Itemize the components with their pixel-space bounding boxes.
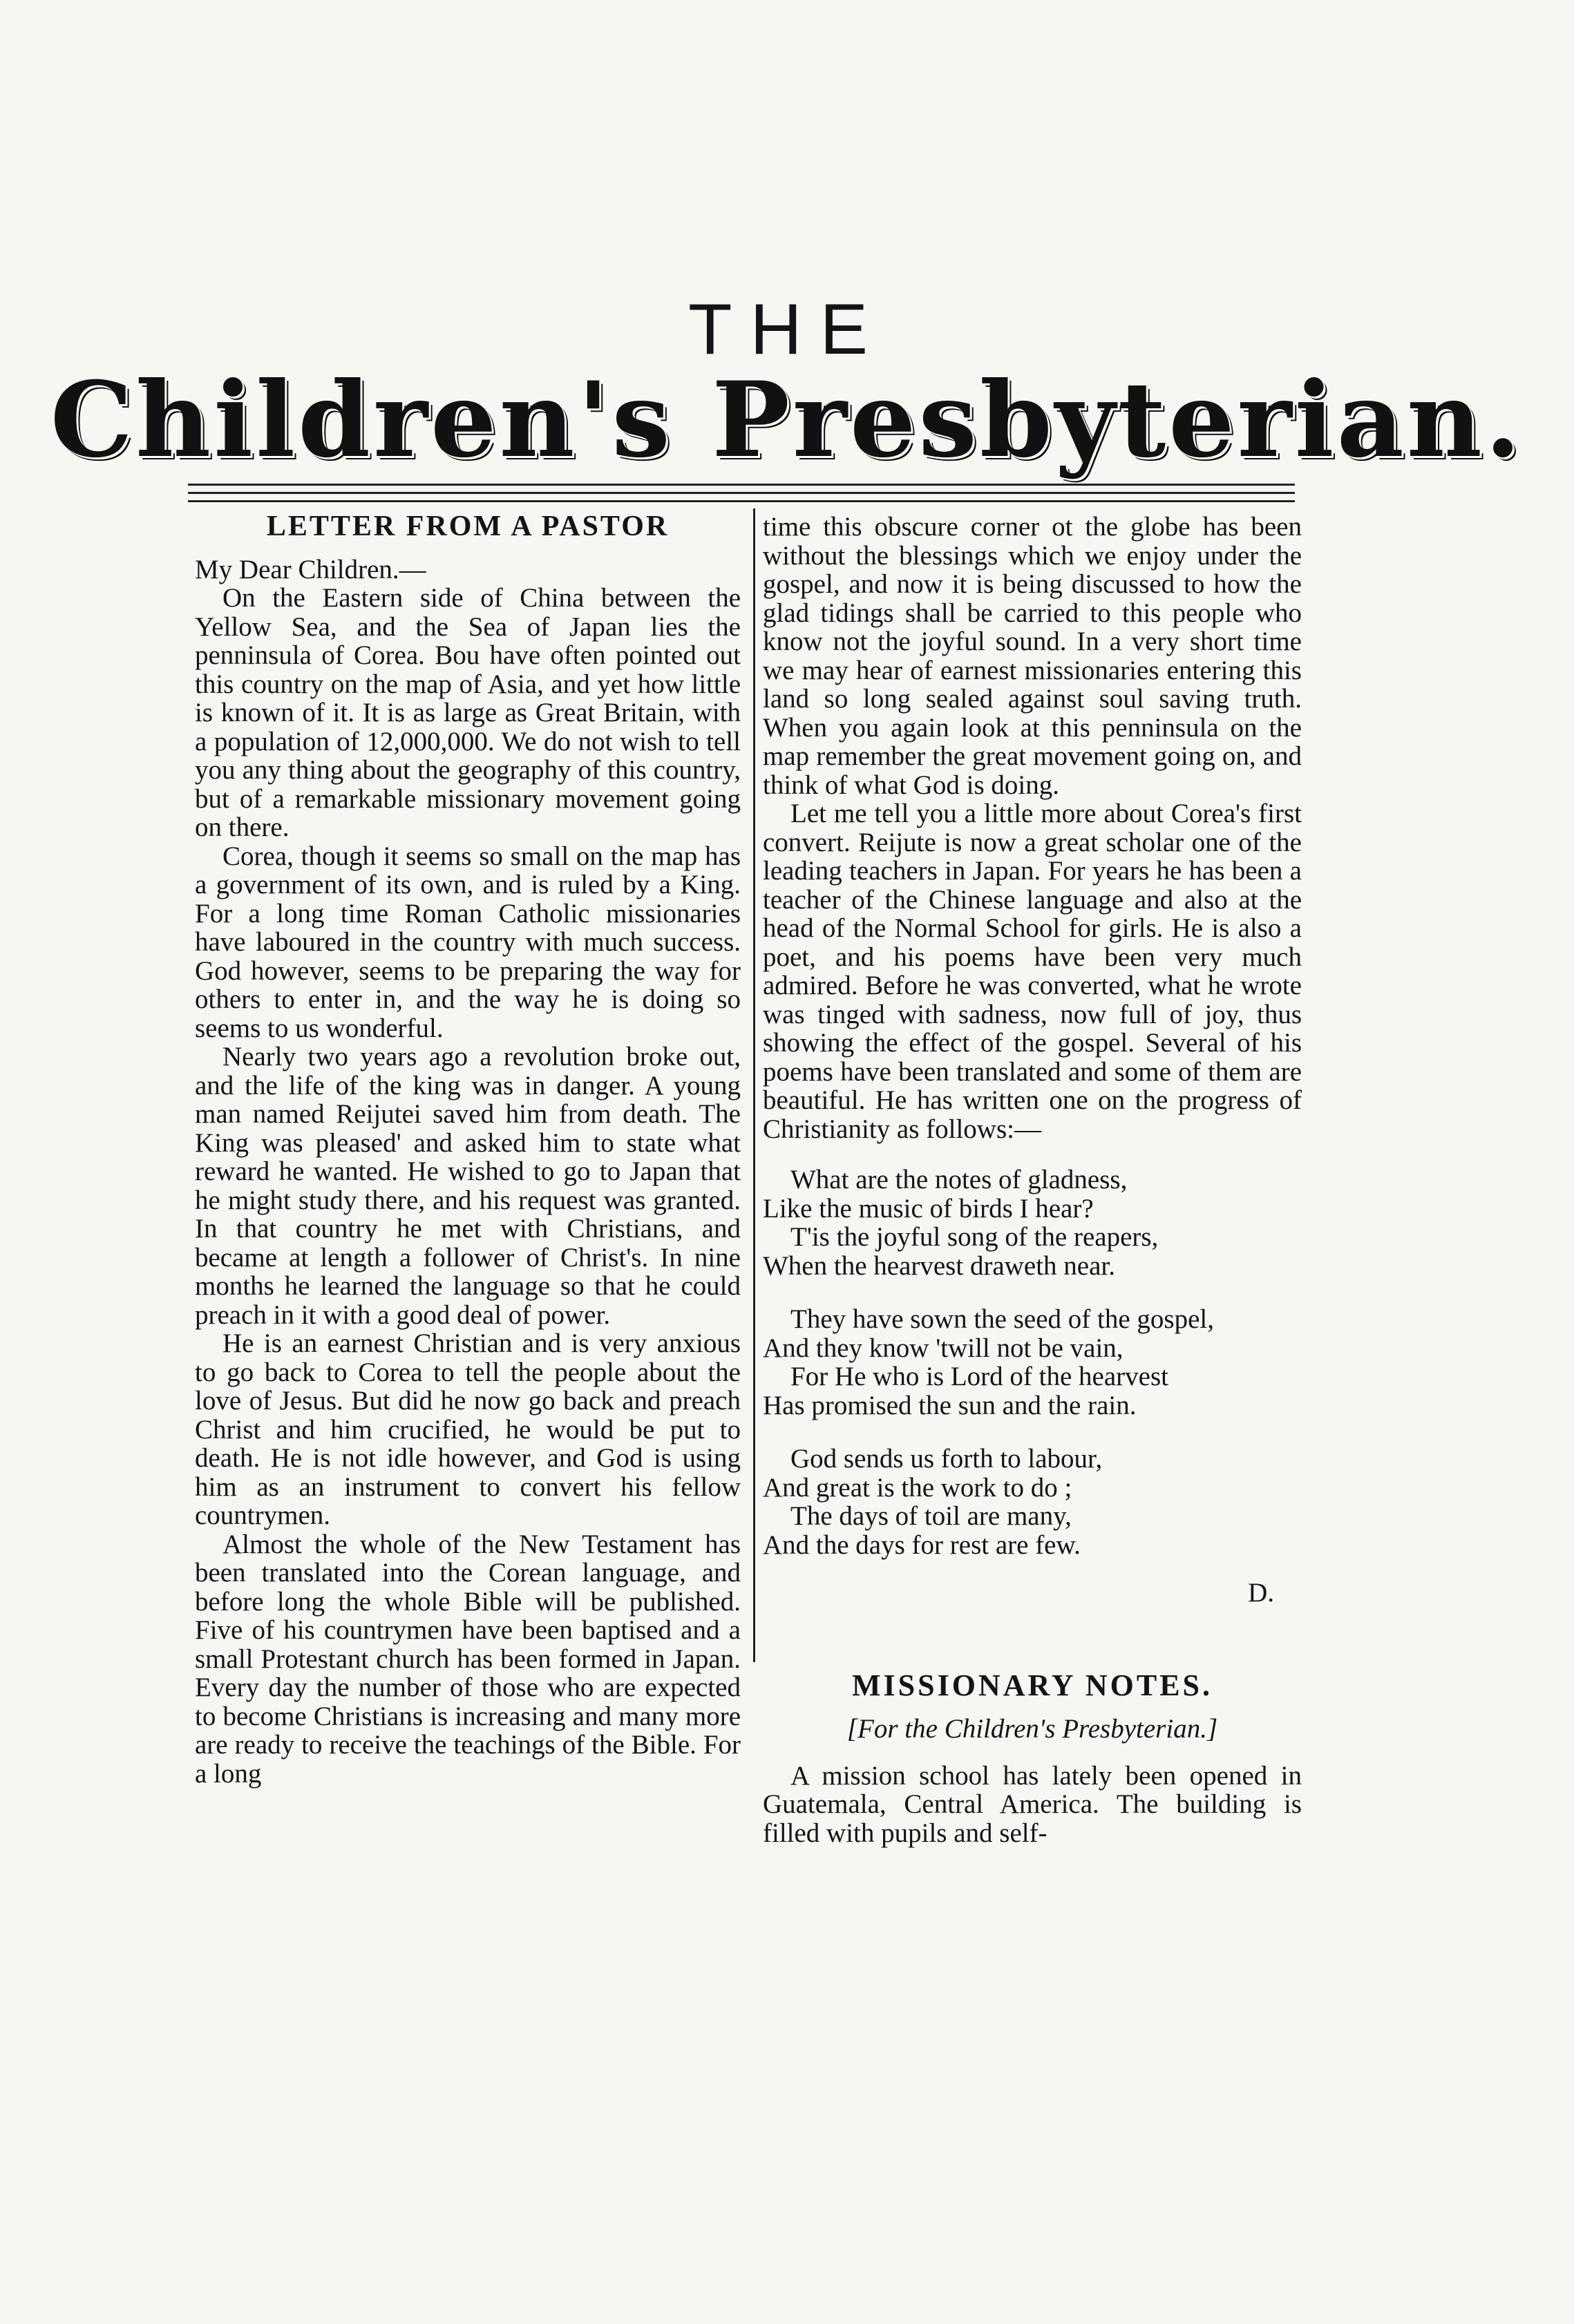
masthead-title: Children's Presbyterian. — [50, 359, 1524, 481]
poem-line: And the days for rest are few. — [763, 1530, 1081, 1560]
missionary-paragraph: A mission school has lately been opened in Guatemala, Central America. The building is filled with pupils and self- — [763, 1760, 1302, 1848]
poem-stanza — [763, 1445, 1302, 1559]
masthead-rule-bottom — [188, 500, 1295, 502]
letter-salutation: My Dear Children.— — [195, 554, 426, 584]
letter-paragraph: He is an earnest Christian and is very anxious to go back to Corea to tell the people about the love of Jesus. But did he now go back and preach Christ and him crucified, he would be put to death. He is not idle however, and God is using him as an instrument to convert his fellow countrymen. — [195, 1328, 741, 1530]
poem-stanza — [763, 1165, 1302, 1280]
letter-paragraph: Almost the whole of the New Testament has been translated into the Corean language, and before long the whole Bible will be published. Five of his countrymen have been baptised and a small Protestant church has been formed in Japan. Every day the number of those who are expected to become Christians is increasing and many more are ready to receive the teachings of the Bible. For a long — [195, 1529, 741, 1789]
poem-line: Has promised the sun and the rain. — [763, 1390, 1137, 1420]
left-column — [195, 513, 741, 1788]
poem-line: The days of toil are many, — [790, 1501, 1072, 1531]
letter-paragraph: Corea, though it seems so small on the map has a government of its own, and is ruled by a King. For a long time Roman Catholic missionaries have laboured in the country with much success. God however, seems to be preparing the way for others to enter in, and the way he is doing so seems to us wonderful. — [195, 841, 741, 1043]
missionary-byline: [For the Children's Presbyterian.] — [846, 1714, 1218, 1744]
column-divider — [753, 508, 755, 1662]
letter-paragraph: Nearly two years ago a revolution broke out, and the life of the king was in danger. A young man named Reijutei saved him from death. The King was pleased' and asked him to state what reward he wanted. He wished to go to Japan that he might study there, and his request was granted. In that country he met with Christians, and became at length a follower of Christ's. In nine months he learned the language so that he could preach in it with a good deal of power. — [195, 1042, 741, 1330]
letter-paragraph: Let me tell you a little more about Corea's first convert. Reijute is now a great scholar one of the leading teachers in Japan. For years he has been a teacher of the Chinese language and also at the head of the Normal School for girls. He is also a poet, and his poems have been very much admired. Before he was converted, what he wrote was tinged with sadness, now full of joy, thus showing the effect of the gospel. Several of his poems have been translated and some of them are beautiful. He has written one on the progress of Christianity as follows:— — [763, 799, 1302, 1144]
right-column — [763, 513, 1302, 1847]
letter-continuation: time this obscure corner ot the globe has been without the blessings which we enjoy under the gospel, and now it is being discussed to how the glad tidings shall be carried to this people who know not the joyful sound. In a very short time we may hear of earnest missionaries entering this land so long sealed against soul saving truth. When you again look at this penninsula on the map remember the great movement going on, and think of what God is doing. — [763, 512, 1302, 800]
letter-heading: LETTER FROM A PASTOR — [266, 511, 670, 542]
poem-line: And they know 'twill not be vain, — [763, 1333, 1123, 1363]
poem — [763, 1165, 1302, 1559]
masthead-the: THE — [688, 289, 886, 370]
masthead-rule-middle — [188, 492, 1295, 494]
poem-line: What are the notes of gladness, — [790, 1165, 1128, 1194]
poem-line: And great is the work to do ; — [763, 1472, 1072, 1503]
poem-line: God sends us forth to labour, — [790, 1444, 1103, 1474]
letter-paragraph: On the Eastern side of China between the Yellow Sea, and the Sea of Japan lies the penninsula of Corea. Bou have often pointed out this country on the map of Asia, and yet how little is known of it. It is as large as Great Britain, with a population of 12,000,000. We do not wish to tell you any thing about the geography of this country, but of a remarkable missionary movement going on there. — [195, 583, 741, 842]
poem-line: Like the music of birds I hear? — [763, 1193, 1094, 1223]
poem-line: They have sown the seed of the gospel, — [790, 1304, 1214, 1334]
poem-line: T'is the joyful song of the reapers, — [790, 1222, 1159, 1252]
letter-signature: D. — [1248, 1578, 1274, 1608]
poem-line: For He who is Lord of the hearvest — [790, 1362, 1168, 1391]
poem-stanza — [763, 1305, 1302, 1420]
missionary-notes-heading: MISSIONARY NOTES. — [851, 1668, 1213, 1702]
masthead-rule-top — [188, 484, 1295, 486]
poem-line: When the hearvest draweth near. — [763, 1250, 1116, 1281]
